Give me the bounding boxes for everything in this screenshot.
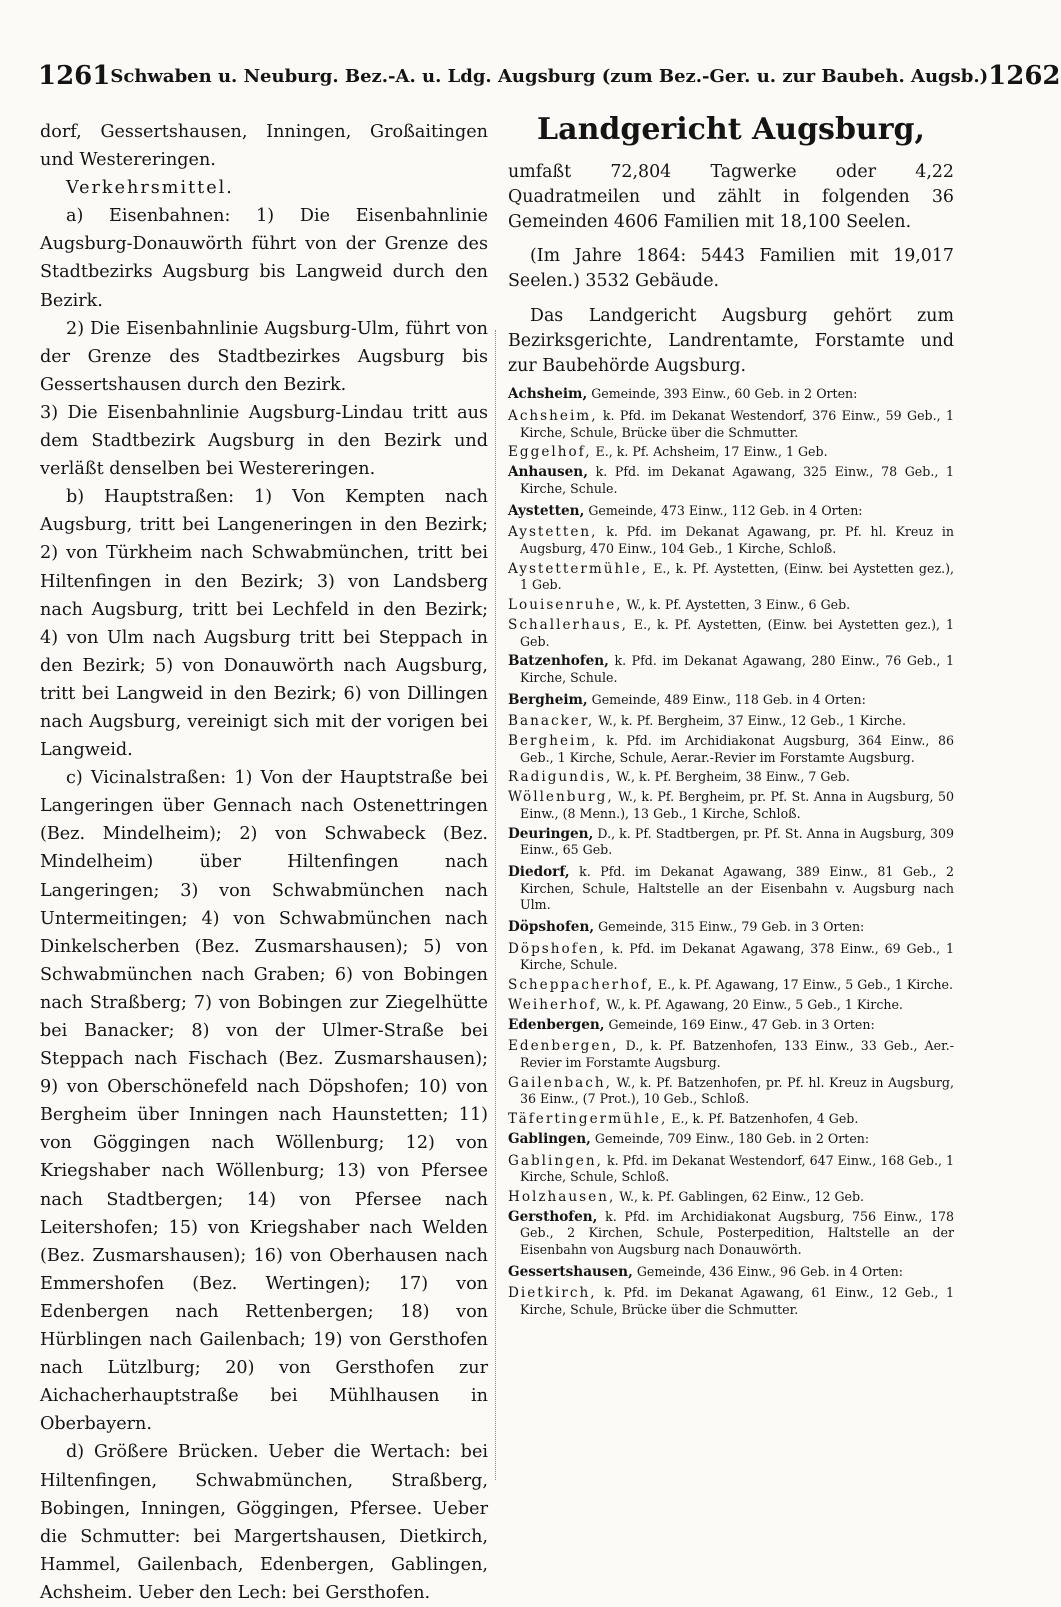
paragraph-main-roads: b) Hauptstraßen: 1) Von Kempten nach Augsburg, tritt bei Langeneringen in den Bezirk; 2) von Türkheim nach Schwabmünchen, tritt bei Hiltenfingen in den Bezirk; 3) von Landsberg nach Augsburg, tritt bei Lechfeld in den Bezirk; 4) von Ulm nach Augsburg tritt bei Steppach in den Bezirk; 5) von Donauwörth nach Augsburg, tritt bei Langweid in den Bezirk; 6) von Dillingen nach Augsburg, vereinigt sich mit der vorigen bei Langweid. (40, 487, 488, 761)
gazetteer-entry (508, 597, 954, 614)
entry-place-name: Gersthofen, (508, 1208, 598, 1225)
paragraph-railways-1: a) Eisenbahnen: 1) Die Eisenbahnlinie Augsburg-Donauwörth führt von der Grenze des Stadtbezirks Augsburg bis Langweid durch den Bezirk. (40, 206, 488, 311)
entry-description: D., k. Pf. Stadtbergen, pr. Pf. St. Anna in Augsburg, 309 Einw., 65 Geb. (520, 825, 954, 858)
entry-place-name: Banacker, (508, 713, 595, 730)
entry-description: k. Pfd. im Archidiakonat Augsburg, 364 Einw., 86 Geb., 1 Kirche, Schule, Aerar.-Revier im Forstamte Augsburg. (520, 733, 954, 765)
entry-place-name: Anhausen, (508, 464, 588, 481)
entry-description: E., k. Pf. Aystetten, (Einw. bei Aystetten gez.), 1 Geb. (520, 616, 954, 649)
entry-place-name: Dietkirch, (508, 1285, 597, 1302)
left-column (40, 118, 488, 1607)
entry-description: Gemeinde, 436 Einw., 96 Geb. in 4 Orten: (632, 1263, 904, 1279)
entry-place-name: Bergheim, (508, 733, 598, 750)
paragraph-railways-2: 2) Die Eisenbahnlinie Augsburg-Ulm, führt von der Grenze des Stadtbezirkes Augsburg bis Gessertshausen durch den Bezirk. (40, 318, 488, 395)
entry-place-name: Diedorf, (508, 863, 570, 880)
entry-description: k. Pfd. im Archidiakonat Augsburg, 756 Einw., 178 Geb., 2 Kirchen, Schule, Posterpedition, Haltstelle an der Eisenbahn von Augsburg nach Donauwörth. (520, 1208, 954, 1258)
entry-place-name: Holzhausen, (508, 1188, 616, 1205)
entry-description: W., k. Pf. Bergheim, 38 Einw., 7 Geb. (612, 769, 850, 785)
entry-place-name: Aystetten, (508, 524, 598, 541)
gazetteer-entry (508, 1189, 954, 1206)
page-header (38, 58, 1061, 94)
entry-description: W., k. Pf. Agawang, 20 Einw., 5 Geb., 1 Kirche. (602, 996, 903, 1012)
section-heading: Verkehrsmittel. (66, 178, 234, 199)
entry-place-name: Radigundis, (508, 769, 613, 786)
paragraph-bridges: d) Größere Brücken. Ueber die Wertach: bei Hiltenfingen, Schwabmünchen, Straßberg, Bobingen, Inningen, Göggingen, Pfersee. Ueber die Schmutter: bei Margertshausen, Dietkirch, Hammel, Gailenbach, Edenbergen, Gablingen, Achsheim. Ueber den Lech: bei Gersthofen. (40, 1442, 488, 1603)
entry-description: W., k. Pf. Aystetten, 3 Einw., 6 Geb. (622, 597, 851, 613)
entry-description: W., k. Pf. Gablingen, 62 Einw., 12 Geb. (615, 1188, 865, 1204)
intro-paragraph-1: umfaßt 72,804 Tagwerke oder 4,22 Quadratmeilen und zählt in folgenden 36 Gemeinden 4606 Familien mit 18,100 Seelen. (508, 162, 954, 232)
entry-place-name: Döpshofen, (508, 919, 595, 936)
gazetteer-entry (508, 769, 954, 786)
entry-place-name: Achsheim, (508, 408, 598, 425)
section-title: Landgericht Augsburg, (537, 112, 925, 147)
entry-description: k. Pfd. im Dekanat Agawang, 280 Einw., 76 Geb., 1 Kirche, Schule. (520, 653, 954, 685)
gazetteer-entries (508, 386, 954, 1318)
gazetteer-entry (508, 617, 954, 650)
entry-place-name: Döpshofen, (508, 940, 606, 957)
entry-description: k. Pfd. im Dekanat Agawang, 389 Einw., 81 Geb., 2 Kirchen, Schule, Haltstelle an der Eisenbahn v. Augsburg nach Ulm. (520, 863, 954, 913)
gazetteer-entry (508, 464, 954, 497)
entry-description: Gemeinde, 489 Einw., 118 Geb. in 4 Orten: (587, 691, 866, 707)
entry-description: W., k. Pf. Bergheim, 37 Einw., 12 Geb., 1 Kirche. (594, 713, 906, 729)
entry-description: Gemeinde, 315 Einw., 79 Geb. in 3 Orten: (594, 919, 865, 935)
entry-place-name: Edenbergen, (508, 1016, 605, 1033)
paragraph-railways-3: 3) Die Eisenbahnlinie Augsburg-Lindau tritt aus dem Stadtbezirk Augsburg in den Bezirk und verläßt denselben bei Westereringen. (40, 402, 488, 480)
paragraph-continuation: dorf, Gessertshausen, Inningen, Großaitingen und Westereringen. (40, 122, 488, 171)
entry-place-name: Deuringen, (508, 825, 594, 842)
gazetteer-entry (508, 444, 954, 461)
running-title: Schwaben u. Neuburg. Bez.-A. u. Ldg. Augsburg (zum Bez.-Ger. u. zur Baubeh. Augsb.) (110, 65, 989, 87)
intro-paragraph-3: Das Landgericht Augsburg gehört zum Bezirksgerichte, Landrentamte, Forstamte und zur Baubehörde Augsburg. (508, 305, 954, 376)
entry-place-name: Bergheim, (508, 691, 588, 708)
entry-place-name: Schallerhaus, (508, 616, 628, 633)
intro-paragraph-2: (Im Jahre 1864: 5443 Familien mit 19,017 Seelen.) 3532 Gebäude. (508, 246, 954, 292)
entry-description: k. Pfd. im Dekanat Agawang, 61 Einw., 12 Geb., 1 Kirche, Schule, Brücke über die Schmutter. (520, 1285, 954, 1318)
entry-description: E., k. Pf. Agawang, 17 Einw., 5 Geb., 1 Kirche. (653, 977, 953, 993)
entry-description: E., k. Pf. Batzenhofen, 4 Geb. (667, 1111, 859, 1127)
gazetteer-entry (508, 1285, 954, 1318)
entry-place-name: Wöllenburg, (508, 789, 614, 806)
gazetteer-entry (508, 408, 954, 441)
entry-description: E., k. Pf. Aystetten, (Einw. bei Aystetten gez.), 1 Geb. (520, 560, 954, 593)
entry-description: k. Pfd. im Dekanat Agawang, pr. Pf. hl. Kreuz in Augsburg, 470 Einw., 104 Geb., 1 Kirche, Schloß. (520, 524, 954, 556)
entry-place-name: Gablingen, (508, 1130, 591, 1147)
gazetteer-entry (508, 977, 954, 994)
gazetteer-entry (508, 653, 954, 686)
gazetteer-entry (508, 919, 954, 936)
gazetteer-entry (508, 503, 954, 520)
entry-description: k. Pfd. im Dekanat Agawang, 378 Einw., 69 Geb., 1 Kirche, Schule. (520, 940, 954, 973)
entry-place-name: Gailenbach, (508, 1074, 612, 1091)
entry-place-name: Aystetten, (508, 502, 585, 519)
gazetteer-entry (508, 826, 954, 859)
gazetteer-entry (508, 941, 954, 974)
entry-description: D., k. Pf. Batzenhofen, 133 Einw., 33 Geb., Aer.-Revier im Forstamte Augsburg. (520, 1038, 954, 1070)
entry-place-name: Aystettermühle, (508, 560, 649, 577)
gazetteer-entry (508, 1038, 954, 1071)
entry-description: k. Pfd. im Dekanat Westendorf, 647 Einw., 168 Geb., 1 Kirche, Schule, Schloß. (520, 1152, 954, 1185)
gazetteer-entry (508, 1264, 954, 1281)
entry-description: Gemeinde, 393 Einw., 60 Geb. in 2 Orten: (587, 386, 858, 402)
gazetteer-entry (508, 1075, 954, 1108)
column-divider (495, 330, 496, 1480)
entry-description: Gemeinde, 709 Einw., 180 Geb. in 2 Orten: (590, 1130, 870, 1146)
gazetteer-entry (508, 864, 954, 914)
entry-place-name: Batzenhofen, (508, 653, 609, 670)
gazetteer-entry (508, 1017, 954, 1034)
entry-description: E., k. Pf. Achsheim, 17 Einw., 1 Geb. (591, 444, 828, 460)
gazetteer-entry (508, 1153, 954, 1186)
entry-place-name: Eggelhof, (508, 444, 592, 461)
gazetteer-entry (508, 713, 954, 730)
gazetteer-entry (508, 997, 954, 1014)
entry-description: Gemeinde, 169 Einw., 47 Geb. in 3 Orten: (604, 1016, 875, 1032)
right-column (508, 110, 954, 1322)
gazetteer-entry (508, 733, 954, 766)
gazetteer-entry (508, 1111, 954, 1128)
entry-description: W., k. Pf. Bergheim, pr. Pf. St. Anna in Augsburg, 50 Einw., (8 Menn.), 13 Geb., 1 Kirche, Schloß. (520, 789, 954, 821)
entry-place-name: Weiherhof, (508, 996, 603, 1013)
gazetteer-entry (508, 386, 954, 403)
gazetteer-entry (508, 1209, 954, 1259)
gazetteer-entry (508, 1131, 954, 1148)
entry-place-name: Edenbergen, (508, 1038, 619, 1055)
gazetteer-entry (508, 561, 954, 594)
entry-place-name: Louisenruhe, (508, 597, 623, 614)
entry-place-name: Gablingen, (508, 1152, 603, 1169)
gazetteer-entry (508, 524, 954, 557)
entry-place-name: Scheppacherhof, (508, 977, 654, 994)
entry-place-name: Achsheim, (508, 386, 588, 403)
gazetteer-entry (508, 789, 954, 822)
entry-description: k. Pfd. im Dekanat Agawang, 325 Einw., 78 Geb., 1 Kirche, Schule. (520, 464, 954, 496)
entry-place-name: Täfertingermühle, (508, 1111, 668, 1128)
entry-description: Gemeinde, 473 Einw., 112 Geb. in 4 Orten: (584, 502, 863, 518)
page-number-right: 1262 (988, 61, 1061, 91)
gazetteer-entry (508, 692, 954, 709)
page-number-left: 1261 (38, 61, 111, 91)
entry-description: k. Pfd. im Dekanat Westendorf, 376 Einw., 59 Geb., 1 Kirche, Schule, Brücke über die Schmutter. (520, 408, 954, 440)
entry-description: W., k. Pf. Batzenhofen, pr. Pf. hl. Kreuz in Augsburg, 36 Einw., (7 Prot.), 10 Geb., Schloß. (520, 1074, 954, 1107)
entry-place-name: Gessertshausen, (508, 1263, 633, 1280)
paragraph-local-roads: c) Vicinalstraßen: 1) Von der Hauptstraße bei Langeringen über Gennach nach Ostenettringen (Bez. Mindelheim); 2) von Schwabeck (Bez. Mindelheim) über Hiltenfingen nach Langeringen; 3) von Schwabmünchen nach Untermeitingen; 4) von Schwabmünchen nach Dinkelscherben (Bez. Zusmarshausen); 5) von Schwabmünchen nach Graben; 6) von Bobingen nach Straßberg; 7) von Bobingen zur Ziegelhütte bei Banacker; 8) von der Ulmer-Straße bei Steppach nach Fischach (Bez. Zusmarshausen); 9) von Oberschönefeld nach Döpshofen; 10) von Bergheim über Inningen nach Haunstetten; 11) von Göggingen nach Wöllenburg; 12) von Kriegshaber nach Wöllenburg; 13) von Pfersee nach Stadtbergen; 14) von Pfersee nach Leitershofen; 15) von Kriegshaber nach Welden (Bez. Zusmarshausen); 16) von Oberhausen nach Emmershofen (Bez. Wertingen); 17) von Edenbergen nach Rettenbergen; 18) von Hürblingen nach Gailenbach; 19) von Gersthofen nach Lützlburg; 20) von Gersthofen zur Aichacherhauptstraße bei Mühlhausen in Oberbayern. (40, 768, 488, 1435)
